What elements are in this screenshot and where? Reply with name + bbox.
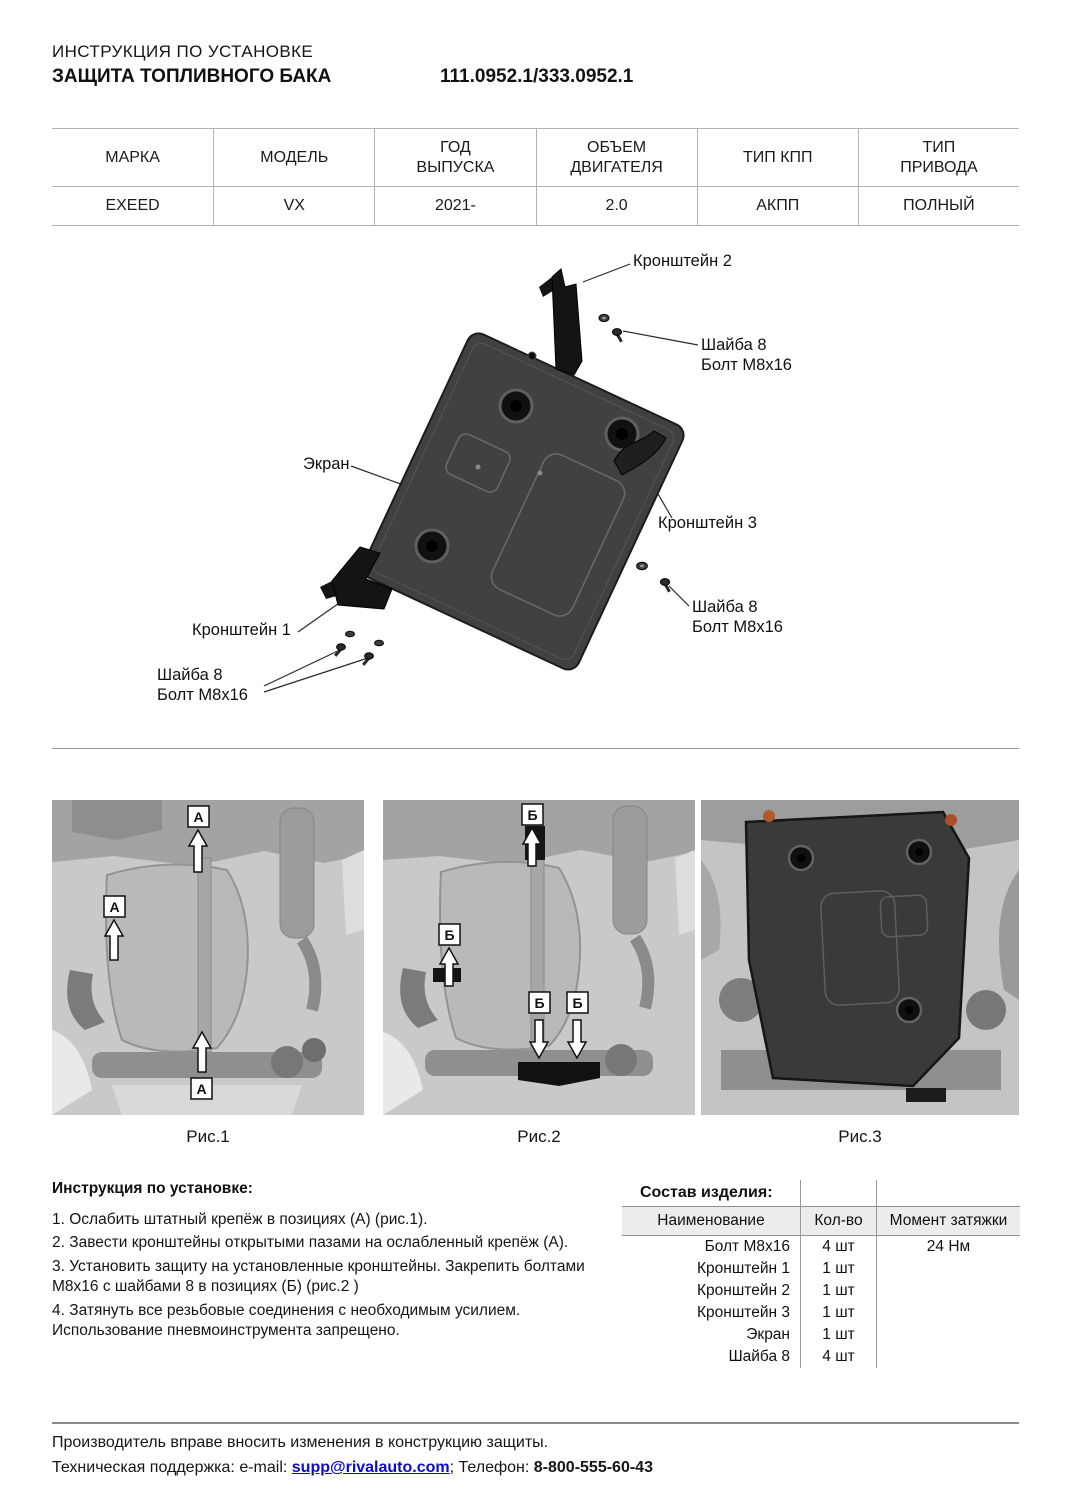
support-email-link[interactable]: supp@rivalauto.com <box>291 1459 450 1476</box>
grommet-hole <box>416 530 448 562</box>
rust-bolt <box>763 810 775 822</box>
arrow-label-a: А <box>196 1081 207 1097</box>
figure-2-photo <box>383 800 695 1115</box>
instruction-step: 4. Затянуть все резьбовые соединения с необходимым усилием. Использование пневмоинструмента запрещено. <box>52 1301 521 1340</box>
spec-value-drive: ПОЛНЫЙ <box>858 187 1019 225</box>
spec-value-row <box>52 187 1019 225</box>
figure-1-photo <box>52 800 364 1115</box>
part-torque <box>876 1346 1020 1368</box>
part-qty: 1 шт <box>800 1280 876 1302</box>
bolt-label: Болт М8х16 <box>692 617 783 636</box>
spec-header-drive: ТИП ПРИВОДА <box>858 129 1019 186</box>
bracket-2-part <box>539 269 582 375</box>
spec-header-row <box>52 129 1019 187</box>
underbody-photo-2 <box>383 800 695 1115</box>
parts-list <box>622 1180 1020 1368</box>
shield-plate <box>359 329 687 673</box>
parts-header-qty: Кол-во <box>800 1206 876 1236</box>
part-qty: 4 шт <box>800 1346 876 1368</box>
part-torque: 24 Нм <box>876 1236 1020 1258</box>
support-mid: ; Телефон: <box>449 1459 534 1476</box>
parts-header-name: Наименование <box>622 1206 800 1236</box>
instructions-title: Инструкция по установке: <box>52 1180 253 1197</box>
bolt-icon <box>660 579 670 593</box>
washer-icon <box>637 562 648 570</box>
figure-3-photo <box>701 800 1019 1115</box>
part-name: Кронштейн 2 <box>697 1282 790 1299</box>
spec-header-gearbox: ТИП КПП <box>697 129 858 186</box>
arrow-label-a: А <box>193 809 204 825</box>
figure-2-caption: Рис.2 <box>517 1127 561 1146</box>
spec-header-engine: ОБЪЕМ ДВИГАТЕЛЯ <box>536 129 697 186</box>
part-numbers: 111.0952.1/333.0952.1 <box>440 66 634 87</box>
installed-shield-plate <box>746 812 969 1086</box>
arrow-label-b: Б <box>534 995 545 1011</box>
washer-icon <box>599 314 609 321</box>
arrow-label-b: Б <box>527 807 538 823</box>
rust-bolt <box>945 814 957 826</box>
grommet-hole <box>500 390 532 422</box>
spec-value-year: 2021- <box>374 187 535 225</box>
callout-washer-bolt-top <box>701 336 792 376</box>
instruction-step: 2. Завести кронштейны открытыми пазами на ослабленный крепёж (А). <box>52 1234 569 1252</box>
part-name: Экран <box>746 1326 790 1343</box>
parts-spacer <box>876 1180 1020 1206</box>
spec-header-year: ГОД ВЫПУСКА <box>374 129 535 186</box>
figure-1-caption: Рис.1 <box>186 1127 230 1146</box>
parts-title: Состав изделия: <box>640 1184 773 1201</box>
spec-header-brand: МАРКА <box>105 148 160 166</box>
callout-bracket-3: Кронштейн 3 <box>658 514 757 532</box>
part-name: Кронштейн 1 <box>697 1260 790 1277</box>
arrow-label-b: Б <box>572 995 583 1011</box>
washer-icon <box>346 631 384 646</box>
callout-bracket-2: Кронштейн 2 <box>633 252 732 270</box>
spec-value-brand: EXEED <box>105 197 160 214</box>
footer-disclaimer: Производитель вправе вносить изменения в конструкцию защиты. <box>52 1434 549 1451</box>
document-type: ИНСТРУКЦИЯ ПО УСТАНОВКЕ <box>52 42 314 61</box>
part-name: Шайба 8 <box>728 1348 790 1365</box>
instruction-step: 3. Установить защиту на установленные кронштейны. Закрепить болтами М8х16 с шайбами 8 в позициях (Б) (рис.2 ) <box>52 1257 585 1296</box>
exploded-view-diagram <box>0 235 1071 747</box>
callout-screen: Экран <box>303 455 350 473</box>
part-qty: 4 шт <box>800 1236 876 1258</box>
part-torque <box>876 1302 1020 1324</box>
part-torque <box>876 1280 1020 1302</box>
spec-header-model: МОДЕЛЬ <box>213 129 374 186</box>
installation-instructions <box>52 1180 597 1345</box>
page-title: ЗАЩИТА ТОПЛИВНОГО БАКА <box>52 66 332 87</box>
washer-label: Шайба 8 <box>701 336 767 354</box>
callout-washer-bolt-right <box>692 598 783 638</box>
footer-support-line <box>52 1459 653 1477</box>
section-divider <box>52 748 1019 749</box>
parts-header-torque: Момент затяжки <box>876 1206 1020 1236</box>
washer-label: Шайба 8 <box>692 598 758 616</box>
part-name: Кронштейн 3 <box>697 1304 790 1321</box>
bolt-label: Болт М8х16 <box>157 685 248 704</box>
part-qty: 1 шт <box>800 1302 876 1324</box>
spec-value-gearbox: АКПП <box>697 187 858 225</box>
bolt-label: Болт М8х16 <box>701 355 792 374</box>
part-qty: 1 шт <box>800 1258 876 1280</box>
underbody-photo-3 <box>701 800 1019 1115</box>
support-prefix: Техническая поддержка: e-mail: <box>52 1459 292 1476</box>
support-phone: 8-800-555-60-43 <box>533 1459 653 1476</box>
part-qty: 1 шт <box>800 1324 876 1346</box>
installation-figures <box>0 795 1071 1165</box>
vehicle-spec-table <box>52 128 1019 226</box>
spec-value-engine: 2.0 <box>536 187 697 225</box>
part-torque <box>876 1324 1020 1346</box>
callout-washer-bolt-bottom <box>157 666 248 706</box>
parts-spacer <box>800 1180 876 1206</box>
figure-3-caption: Рис.3 <box>838 1127 882 1146</box>
arrow-label-a: А <box>109 899 120 915</box>
part-torque <box>876 1258 1020 1280</box>
washer-label: Шайба 8 <box>157 666 223 684</box>
footer-divider <box>52 1422 1019 1424</box>
instruction-step: 1. Ослабить штатный крепёж в позициях (А) (рис.1). <box>52 1211 428 1228</box>
arrow-label-b: Б <box>444 927 455 943</box>
bolt-icon <box>612 329 622 343</box>
underbody-photo-1 <box>52 800 364 1115</box>
callout-bracket-1: Кронштейн 1 <box>192 621 291 639</box>
part-name: Болт М8х16 <box>704 1238 790 1255</box>
spec-value-model: VX <box>213 187 374 225</box>
